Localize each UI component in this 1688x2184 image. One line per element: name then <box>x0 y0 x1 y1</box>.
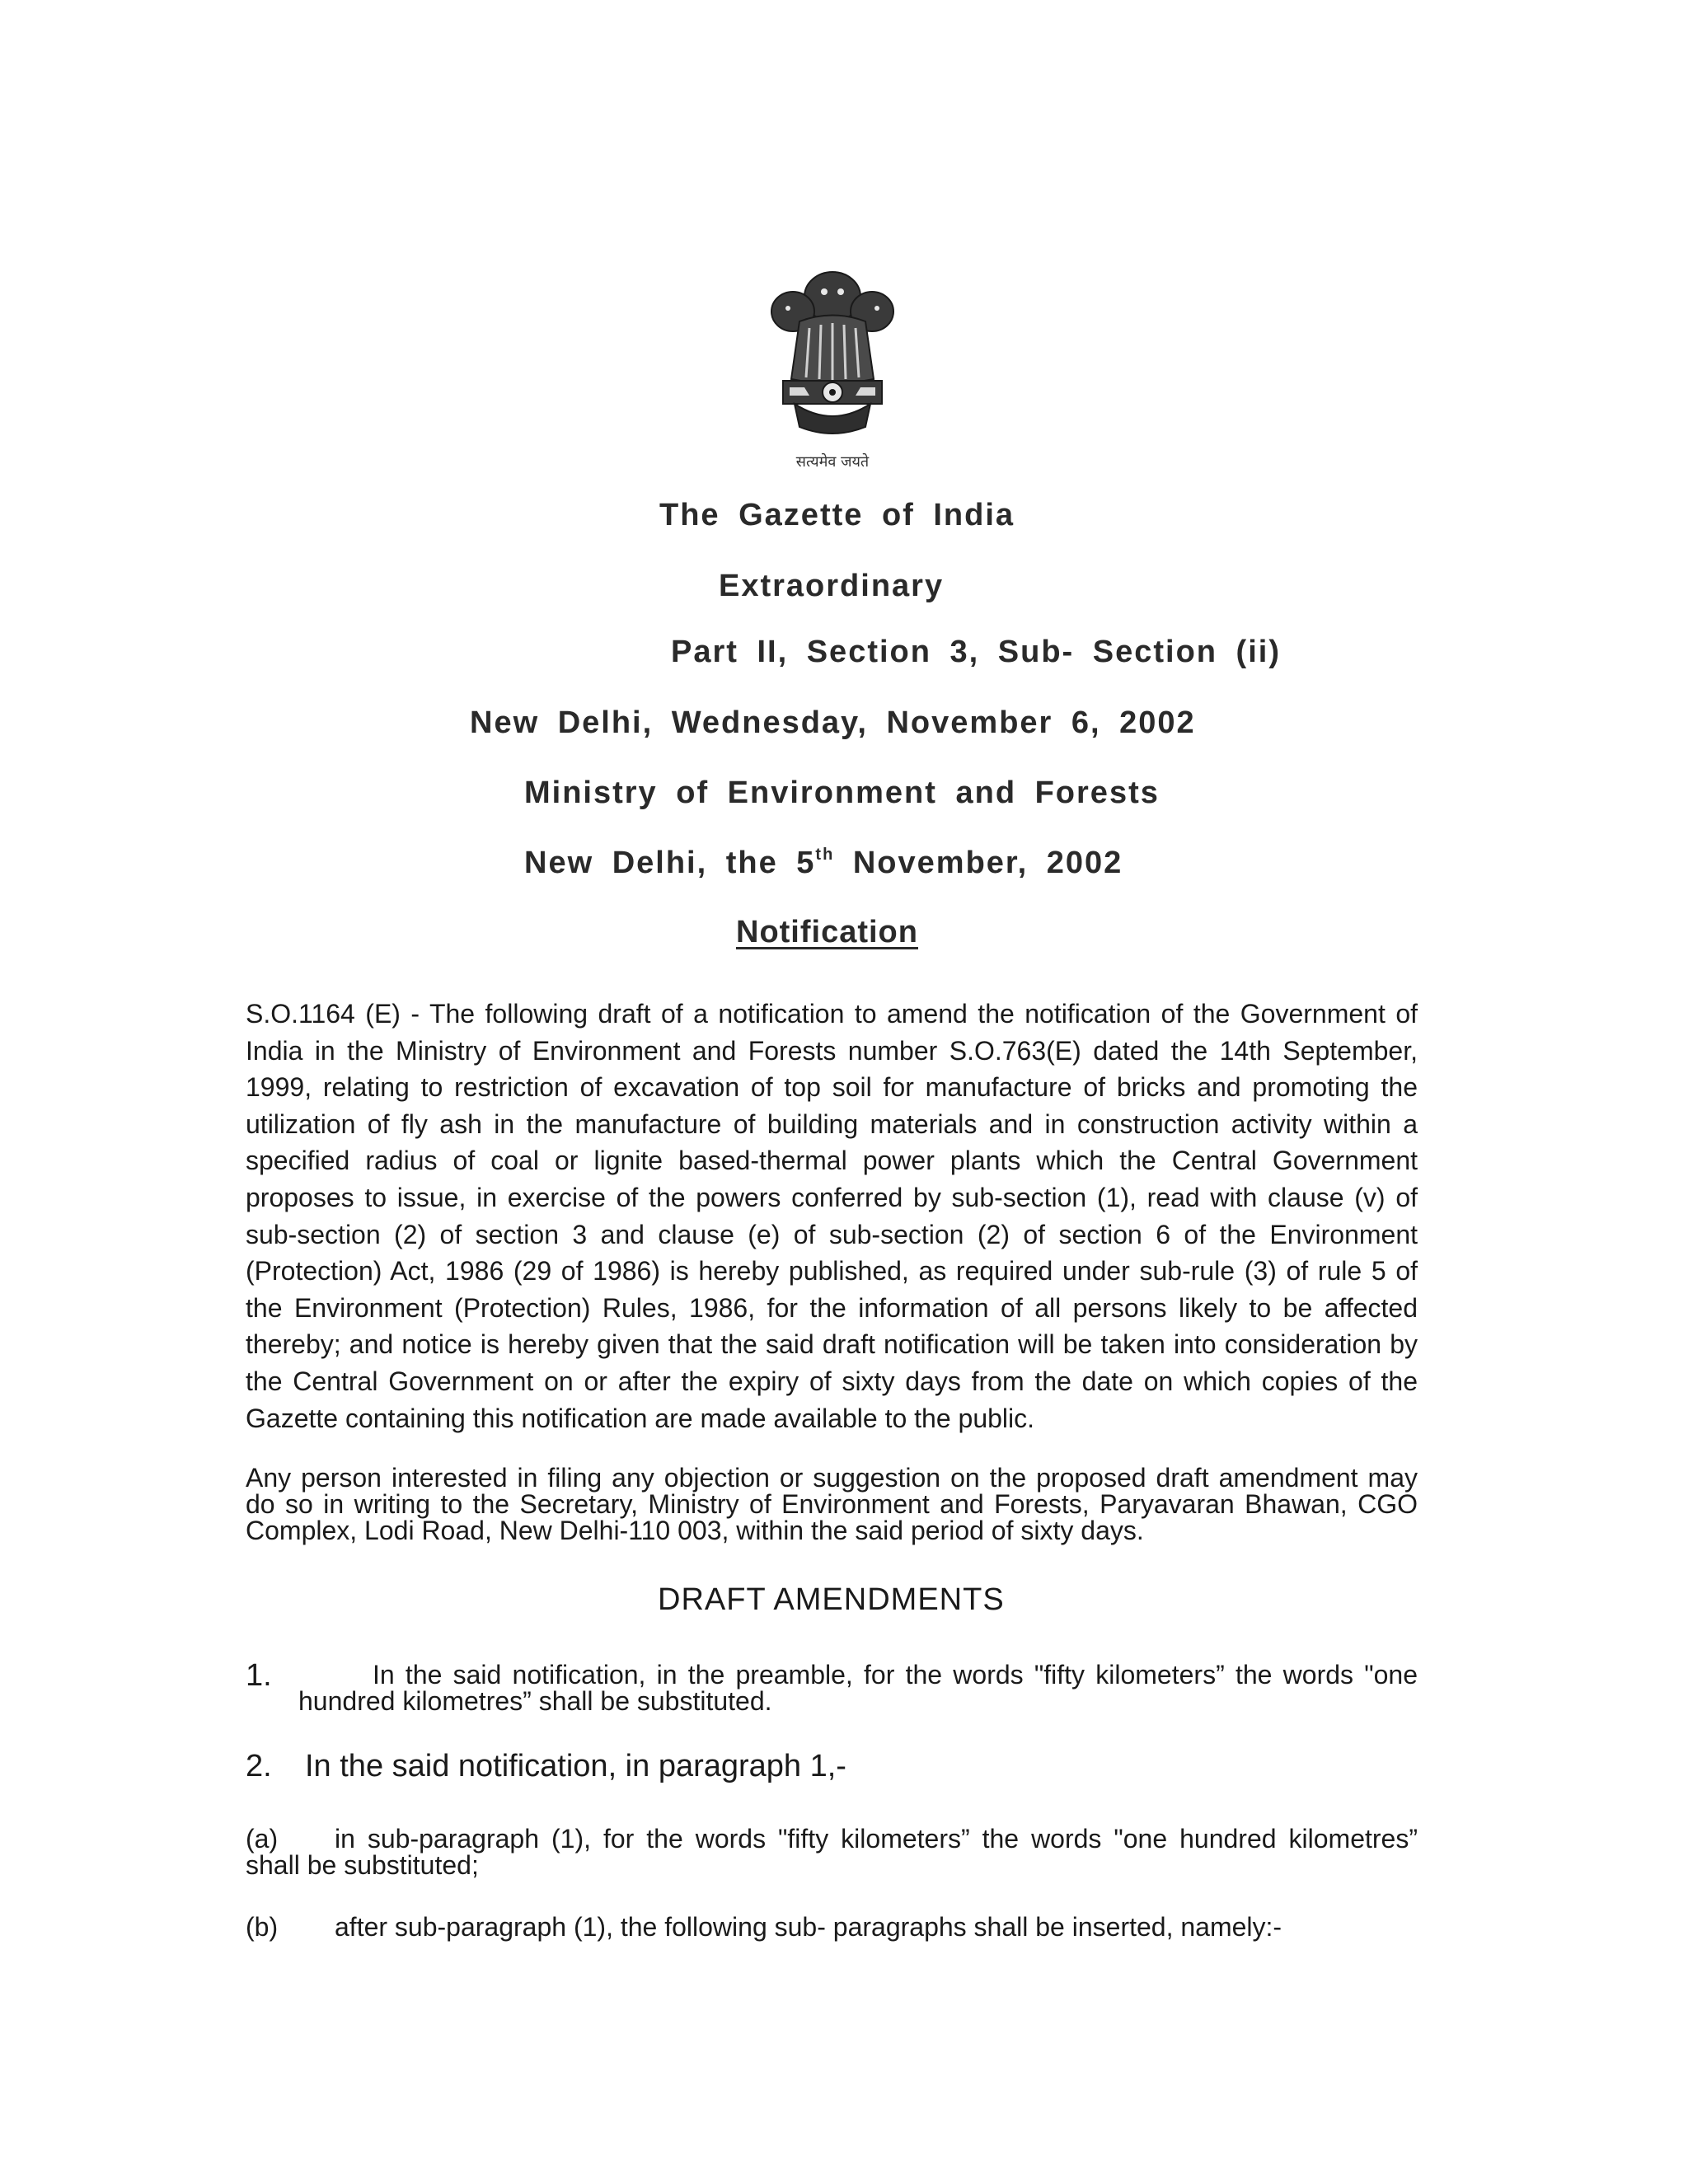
notification-paragraph: S.O.1164 (E) - The following draft of a notification to amend the notification of the Government of India in the Ministry of Environment and Forests number S.O.763(E) dated the 14th September, 1999, relating to restriction of excavation of top soil for manufacture of bricks and promoting the utilization of fly ash in the manufacture of building materials and in construction activity within a specified radius of coal or lignite based-thermal power plants which the Central Government proposes to issue, in exercise of the powers conferred by sub-section (1), read with clause (v) of sub-section (2) of section 3 and clause (e) of sub-section (2) of section 6 of the Environment (Protection) Act, 1986 (29 of 1986) is hereby published, as required under sub-rule (3) of rule 5 of the Environment (Protection) Rules, 1986, for the information of all persons likely to be affected thereby; and notice is hereby given that the said draft notification will be taken into consideration by the Central Government on or after the expiry of sixty days from the date on which copies of the Gazette containing this notification are made available to the public. <box>246 999 1418 1433</box>
notification-heading: Notification <box>736 915 918 949</box>
gazette-part-section: Part II, Section 3, Sub- Section (ii) <box>671 635 1281 669</box>
sub-item-a-label: (a) <box>246 1824 279 1854</box>
objection-paragraph: Any person interested in filing any objection or suggestion on the proposed draft amendment may do so in writing to the Secretary, Ministry of Environment and Forests, Paryavaran Bhawan, CGO Complex, Lodi Road, New Delhi-110 003, within the said period of sixty days. <box>246 1463 1418 1545</box>
gazette-title: The Gazette of India <box>659 498 1015 532</box>
amendment-2 <box>246 1749 846 1784</box>
sub-item-b-label: (b) <box>246 1912 279 1942</box>
sub-item-b-text: after sub-paragraph (1), the following sub- paragraphs shall be inserted, namely:- <box>335 1912 1282 1942</box>
gazette-type: Extraordinary <box>719 569 945 603</box>
sub-item-a-text: in sub-paragraph (1), for the words "fifty kilometers” the words "one hundred kilometres” shall be substituted; <box>246 1824 1418 1880</box>
publication-date-line: New Delhi, Wednesday, November 6, 2002 <box>470 705 1196 740</box>
sub-item-b <box>246 1914 1418 1940</box>
place-date-suffix: November, 2002 <box>852 846 1123 880</box>
emblem-motto: सत्यमेव जयते <box>795 453 870 471</box>
ministry-name: Ministry of Environment and Forests <box>524 776 1160 810</box>
amendment-1-number: 1. <box>246 1658 272 1693</box>
place-date-ordinal: th <box>815 846 835 864</box>
place-date-line <box>524 846 1123 881</box>
amendment-2-number: 2. <box>246 1749 272 1783</box>
amendment-2-text: In the said notification, in paragraph 1,- <box>305 1749 846 1783</box>
place-date-prefix: New Delhi, the 5 <box>524 846 816 880</box>
draft-amendments-heading: DRAFT AMENDMENTS <box>658 1582 1005 1617</box>
amendment-1-text: In the said notification, in the preamble, for the words "fifty kilometers” the words "one hundred kilometres” shall be substituted. <box>298 1660 1418 1716</box>
national-emblem-icon <box>742 264 923 476</box>
sub-item-a <box>246 1825 1418 1878</box>
